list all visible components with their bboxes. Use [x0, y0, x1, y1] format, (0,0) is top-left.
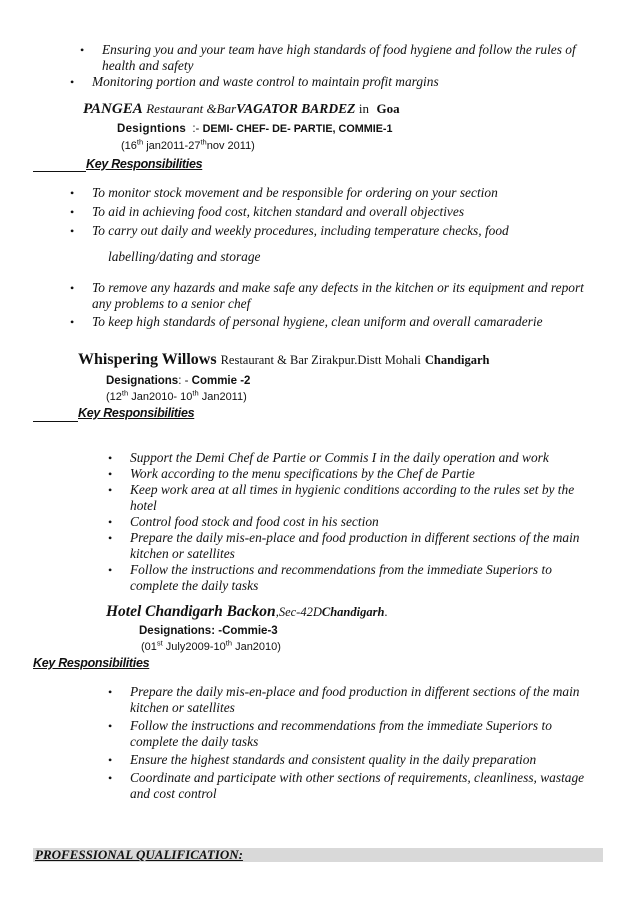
- whispering-designation: [106, 375, 250, 387]
- whispering-dates: (12th Jan2010- 10th Jan2011): [106, 388, 247, 403]
- bullet-icon: •: [108, 467, 113, 481]
- pangea-employer-line: [83, 101, 400, 118]
- bullet-icon: •: [108, 563, 113, 577]
- key-responsibilities-heading: Key Responsibilities: [86, 157, 203, 171]
- list-item: • To keep high standards of personal hygiene, clean uniform and overall camaraderie: [70, 314, 543, 329]
- pangea-bullet-list: [70, 185, 612, 239]
- list-item: • Ensure the highest standards and consistent quality in the daily preparation: [108, 752, 537, 767]
- employer-venue: ,Sec-42D: [275, 605, 322, 619]
- list-item: • Ensuring you and your team have high standards of food hygiene and follow the rules of health and safety: [80, 42, 576, 73]
- employer-city-end: .: [384, 605, 388, 619]
- list-item: • To remove any hazards and make safe any defects in the kitchen or its equipment and report any problems to a senior chef: [70, 280, 584, 311]
- backon-bullet-list: [108, 684, 600, 802]
- list-item: • Monitoring portion and waste control to maintain profit margins: [70, 74, 439, 89]
- employer-in: in: [358, 101, 369, 116]
- employer-name: Hotel Chandigarh Backon: [106, 603, 276, 620]
- list-item: • To aid in achieving food cost, kitchen standard and overall objectives: [70, 204, 465, 219]
- bullet-icon: •: [108, 515, 113, 529]
- key-responsibilities-heading: Key Responsibilities: [33, 656, 150, 670]
- backon-designation: [139, 625, 278, 637]
- pangea-designation: [117, 123, 393, 135]
- designation-separator: : -: [178, 375, 189, 387]
- list-item: • Control food stock and food cost in his section: [108, 514, 379, 529]
- list-item: • Prepare the daily mis-en-place and food production in different sections of the main kitchen or satellites: [108, 684, 580, 715]
- bullet-icon: •: [70, 224, 75, 238]
- bullet-icon: •: [70, 281, 75, 295]
- bullet-icon: •: [108, 719, 113, 733]
- designation-separator: :-: [192, 123, 200, 135]
- list-item: • Prepare the daily mis-en-place and food production in different sections of the main kitchen or satellites: [108, 530, 580, 561]
- section-header-bar: [33, 848, 603, 862]
- designation-value: Commie -2: [191, 375, 251, 387]
- top-bullet-list: [70, 42, 612, 90]
- bullet-icon: •: [70, 186, 75, 200]
- list-item: • Keep work area at all times in hygienic conditions according to the rules set by the hotel: [108, 482, 575, 513]
- bullet-continuation: labelling/dating and storage: [108, 249, 261, 264]
- list-item: • Coordinate and participate with other sections of requirements, cleanliness, wastage and cost control: [108, 770, 585, 801]
- employer-venue: Restaurant & Bar Zirakpur.Distt Mohali: [220, 353, 421, 367]
- bullet-icon: •: [108, 531, 113, 545]
- bullet-icon: •: [80, 43, 85, 57]
- bullet-icon: •: [108, 753, 113, 767]
- list-item: • Work according to the menu specifications by the Chef de Partie: [108, 466, 475, 481]
- bullet-icon: •: [70, 75, 75, 89]
- list-item: • Support the Demi Chef de Partie or Commis I in the daily operation and work: [108, 450, 549, 465]
- pangea-dates: (16th jan2011-27thnov 2011): [121, 137, 255, 152]
- employer-city: Chandigarh: [424, 353, 490, 367]
- whispering-bullet-list: [108, 450, 600, 594]
- backon-dates: (01st July2009-10th Jan2010): [141, 638, 281, 653]
- bullet-icon: •: [70, 205, 75, 219]
- list-item: • To carry out daily and weekly procedures, including temperature checks, food: [70, 223, 509, 238]
- employer-venue: Restaurant &Bar: [146, 101, 237, 116]
- list-item: • Follow the instructions and recommendations from the immediate Superiors to complete the daily tasks: [108, 562, 552, 593]
- pangea-bullet-list-2: [70, 280, 597, 330]
- heading-rule: [33, 421, 78, 422]
- whispering-employer-line: [78, 351, 489, 369]
- employer-place: VAGATOR BARDEZ: [236, 101, 356, 116]
- key-responsibilities-heading: Key Responsibilities: [78, 406, 195, 420]
- employer-name: Whispering Willows: [78, 351, 217, 368]
- designation-label: Designtions: [117, 123, 187, 135]
- bullet-icon: •: [70, 315, 75, 329]
- designation-value: -Commie-3: [218, 625, 278, 637]
- bullet-icon: •: [108, 451, 113, 465]
- designation-label: Designations: [106, 375, 179, 387]
- employer-city: Goa: [376, 101, 400, 116]
- heading-rule: [33, 171, 86, 172]
- bullet-icon: •: [108, 685, 113, 699]
- employer-city: Chandigarh: [321, 605, 385, 619]
- bullet-icon: •: [108, 771, 113, 785]
- list-item: • Follow the instructions and recommendations from the immediate Superiors to complete the daily tasks: [108, 718, 552, 749]
- list-item: • To monitor stock movement and be responsible for ordering on your section: [70, 185, 498, 200]
- professional-qualification-heading: PROFESSIONAL QUALIFICATION:: [35, 847, 243, 862]
- employer-name: PANGEA: [83, 101, 143, 117]
- backon-employer-line: [106, 603, 388, 621]
- designation-label: Designations:: [139, 625, 216, 637]
- bullet-icon: •: [108, 483, 113, 497]
- designation-value: DEMI- CHEF- DE- PARTIE, COMMIE-1: [202, 123, 393, 135]
